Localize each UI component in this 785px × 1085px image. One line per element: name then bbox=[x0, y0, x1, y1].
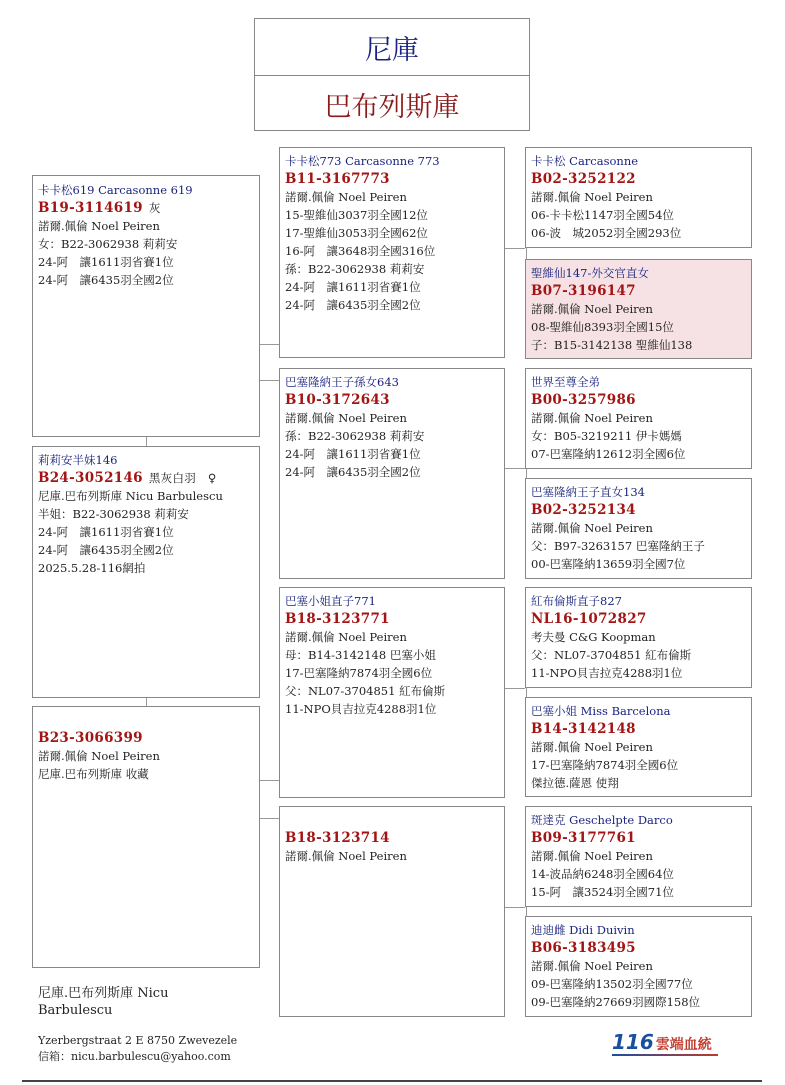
detail-line: 24-阿 讓6435羽全國2位 bbox=[38, 273, 174, 287]
pigeon-name: 巴塞隆納王子直女134 bbox=[531, 485, 645, 499]
detail-line: 17-聖維仙3053羽全國62位 bbox=[285, 226, 428, 240]
owner-address: Yzerbergstraat 2 E 8750 Zwevezele bbox=[38, 1034, 238, 1047]
detail-line: 尼庫.巴布列斯庫 收藏 bbox=[38, 767, 149, 781]
card-ddd bbox=[525, 916, 752, 1017]
detail-line: 諾爾.佩倫 Noel Peiren bbox=[531, 740, 653, 754]
ring-number: B18-3123771 bbox=[285, 611, 390, 627]
detail-line: 孫：B22-3062938 莉莉安 bbox=[285, 429, 425, 443]
connector bbox=[260, 380, 279, 381]
detail-line: 諾爾.佩倫 Noel Peiren bbox=[531, 959, 653, 973]
detail-line: 00-巴塞隆納13659羽全國7位 bbox=[531, 557, 686, 571]
connector bbox=[260, 780, 279, 781]
card-b23 bbox=[32, 706, 260, 968]
ring-number: B11-3167773 bbox=[285, 171, 390, 187]
detail-line: 諾爾.佩倫 Noel Peiren bbox=[531, 849, 653, 863]
detail-line: 17-巴塞隆納7874羽全國6位 bbox=[285, 666, 433, 680]
pigeon-name: 斑達克 Geschelpte Darco bbox=[531, 813, 673, 827]
detail-line: 11-NPO貝吉拉克4288羽1位 bbox=[285, 702, 437, 716]
card-dam bbox=[32, 446, 260, 698]
pigeon-name: 紅布倫斯直子827 bbox=[531, 594, 622, 608]
card-sire-sire bbox=[279, 147, 505, 358]
pigeon-name: 巴塞小姐直子771 bbox=[285, 594, 376, 608]
ring-number: B02-3252122 bbox=[531, 171, 636, 187]
ring-number: B24-3052146 bbox=[38, 470, 143, 486]
detail-line: 子：B15-3142138 聖維仙138 bbox=[531, 338, 693, 352]
detail-line: 半姐：B22-3062938 莉莉安 bbox=[38, 507, 189, 521]
detail-line: 07-巴塞隆納12612羽全國6位 bbox=[531, 447, 686, 461]
title-box bbox=[254, 18, 530, 131]
card-dsd bbox=[525, 697, 752, 797]
ring-number-row bbox=[38, 729, 254, 747]
connector bbox=[505, 468, 525, 469]
connector bbox=[505, 688, 525, 689]
color-sex: 灰 bbox=[148, 201, 161, 215]
ring-number-row bbox=[285, 170, 499, 188]
logo-number: 116 bbox=[612, 1030, 654, 1054]
ring-number: B19-3114619 bbox=[38, 200, 143, 216]
card-sss bbox=[525, 147, 752, 248]
detail-line: 諾爾.佩倫 Noel Peiren bbox=[531, 411, 653, 425]
ring-number-row bbox=[531, 829, 746, 847]
detail-line: 24-阿 讓6435羽全國2位 bbox=[285, 298, 421, 312]
pigeon-name: 聖維仙147-外交官直女 bbox=[531, 266, 649, 280]
ring-number-row bbox=[285, 829, 499, 847]
card-dam-dam bbox=[279, 806, 505, 1017]
connector bbox=[146, 437, 147, 446]
detail-line: 父：NL07-3704851 紅布倫斯 bbox=[531, 648, 692, 662]
ring-number-row bbox=[531, 610, 746, 628]
connector bbox=[526, 469, 527, 478]
connector bbox=[146, 698, 147, 706]
detail-line: 09-巴塞隆納27669羽國際158位 bbox=[531, 995, 701, 1009]
ring-number: B00-3257986 bbox=[531, 392, 636, 408]
detail-line: 諾爾.佩倫 Noel Peiren bbox=[285, 190, 407, 204]
detail-line: 24-阿 讓1611羽省賽1位 bbox=[285, 447, 421, 461]
ring-number: B10-3172643 bbox=[285, 392, 390, 408]
detail-line: 父：B97-3263157 巴塞隆納王子 bbox=[531, 539, 705, 553]
ring-number: B23-3066399 bbox=[38, 730, 143, 746]
card-dds bbox=[525, 806, 752, 907]
detail-line: 24-阿 讓1611羽省賽1位 bbox=[38, 525, 174, 539]
ring-number-row bbox=[531, 939, 746, 957]
detail-line: 孫：B22-3062938 莉莉安 bbox=[285, 262, 425, 276]
ring-number: B18-3123714 bbox=[285, 830, 390, 846]
card-sds bbox=[525, 368, 752, 469]
pigeon-name: 巴塞小姐 Miss Barcelona bbox=[531, 704, 671, 718]
detail-line: 女：B22-3062938 莉莉安 bbox=[38, 237, 178, 251]
ring-number: B07-3196147 bbox=[531, 283, 636, 299]
detail-line: 06-波 城2052羽全國293位 bbox=[531, 226, 682, 240]
title-line1: 尼庫 bbox=[255, 19, 529, 76]
card-sdd bbox=[525, 478, 752, 579]
card-sire bbox=[32, 175, 260, 437]
detail-line: 16-阿 讓3648羽全國316位 bbox=[285, 244, 436, 258]
logo bbox=[612, 1030, 712, 1054]
detail-line: 24-阿 讓6435羽全國2位 bbox=[285, 465, 421, 479]
ring-number-row bbox=[285, 391, 499, 409]
detail-line: 2025.5.28-116網拍 bbox=[38, 561, 146, 575]
detail-line: 女：B05-3219211 伊卡媽媽 bbox=[531, 429, 682, 443]
detail-line: 17-巴塞隆納7874羽全國6位 bbox=[531, 758, 679, 772]
pigeon-name: 巴塞隆納王子孫女643 bbox=[285, 375, 399, 389]
detail-line: 傑拉德.薩恩 使翔 bbox=[531, 776, 619, 790]
detail-line: 08-聖維仙8393羽全國15位 bbox=[531, 320, 674, 334]
detail-line: 尼庫.巴布列斯庫 Nicu Barbulescu bbox=[38, 489, 223, 503]
detail-line: 11-NPO貝吉拉克4288羽1位 bbox=[531, 666, 683, 680]
connector bbox=[526, 248, 527, 259]
connector bbox=[526, 688, 527, 697]
ring-number: B06-3183495 bbox=[531, 940, 636, 956]
detail-line: 24-阿 讓6435羽全國2位 bbox=[38, 543, 174, 557]
detail-line: 15-聖維仙3037羽全國12位 bbox=[285, 208, 428, 222]
card-dam-sire bbox=[279, 587, 505, 798]
owner-email: 信箱：nicu.barbulescu@yahoo.com bbox=[38, 1050, 231, 1063]
ring-number: B02-3252134 bbox=[531, 502, 636, 518]
pigeon-name: 世界至尊全弟 bbox=[531, 375, 600, 389]
detail-line: 諾爾.佩倫 Noel Peiren bbox=[285, 630, 407, 644]
owner-name-2: Barbulescu bbox=[38, 1003, 113, 1018]
detail-line: 父：NL07-3704851 紅布倫斯 bbox=[285, 684, 446, 698]
detail-line: 諾爾.佩倫 Noel Peiren bbox=[38, 749, 160, 763]
ring-number-row bbox=[531, 391, 746, 409]
bottom-rule bbox=[22, 1080, 762, 1082]
detail-line: 考夫曼 C&G Koopman bbox=[531, 630, 656, 644]
connector bbox=[505, 907, 525, 908]
detail-line: 06-卡卡松1147羽全國54位 bbox=[531, 208, 674, 222]
detail-line: 諾爾.佩倫 Noel Peiren bbox=[531, 521, 653, 535]
pigeon-name: 莉莉安半妹146 bbox=[38, 453, 118, 467]
card-ssd bbox=[525, 259, 752, 359]
ring-number-row bbox=[38, 469, 254, 487]
pigeon-name: 卡卡松 Carcasonne bbox=[531, 154, 639, 168]
connector bbox=[526, 907, 527, 916]
owner-name: 尼庫.巴布列斯庫 Nicu bbox=[38, 986, 169, 1001]
ring-number-row bbox=[531, 501, 746, 519]
connector bbox=[505, 248, 525, 249]
owner-info bbox=[38, 985, 237, 1065]
logo-underline bbox=[612, 1054, 718, 1056]
detail-line: 母：B14-3142148 巴塞小姐 bbox=[285, 648, 436, 662]
ring-number: B14-3142148 bbox=[531, 721, 636, 737]
detail-line: 諾爾.佩倫 Noel Peiren bbox=[531, 302, 653, 316]
detail-line: 諾爾.佩倫 Noel Peiren bbox=[285, 849, 407, 863]
ring-number: B09-3177761 bbox=[531, 830, 636, 846]
ring-number-row bbox=[285, 610, 499, 628]
detail-line: 14-波品納6248羽全國64位 bbox=[531, 867, 674, 881]
color-sex: 黑灰白羽 ♀ bbox=[148, 471, 217, 485]
pigeon-name: 卡卡松619 Carcasonne 619 bbox=[38, 183, 193, 197]
detail-line: 諾爾.佩倫 Noel Peiren bbox=[531, 190, 653, 204]
ring-number-row bbox=[531, 282, 746, 300]
card-sire-dam bbox=[279, 368, 505, 579]
connector bbox=[260, 344, 279, 345]
ring-number-row bbox=[38, 199, 254, 217]
detail-line: 24-阿 讓1611羽省賽1位 bbox=[38, 255, 174, 269]
pigeon-name: 卡卡松773 Carcasonne 773 bbox=[285, 154, 440, 168]
detail-line: 諾爾.佩倫 Noel Peiren bbox=[285, 411, 407, 425]
detail-line: 09-巴塞隆納13502羽全國77位 bbox=[531, 977, 693, 991]
pigeon-name: 迪迪雌 Didi Duivin bbox=[531, 923, 635, 937]
ring-number-row bbox=[531, 170, 746, 188]
ring-number-row bbox=[531, 720, 746, 738]
detail-line: 24-阿 讓1611羽省賽1位 bbox=[285, 280, 421, 294]
card-dss bbox=[525, 587, 752, 688]
title-line2: 巴布列斯庫 bbox=[324, 91, 460, 123]
detail-line: 15-阿 讓3524羽全國71位 bbox=[531, 885, 674, 899]
connector bbox=[260, 818, 279, 819]
logo-text: 雲端血統 bbox=[655, 1037, 712, 1053]
ring-number: NL16-1072827 bbox=[531, 611, 647, 627]
detail-line: 諾爾.佩倫 Noel Peiren bbox=[38, 219, 160, 233]
